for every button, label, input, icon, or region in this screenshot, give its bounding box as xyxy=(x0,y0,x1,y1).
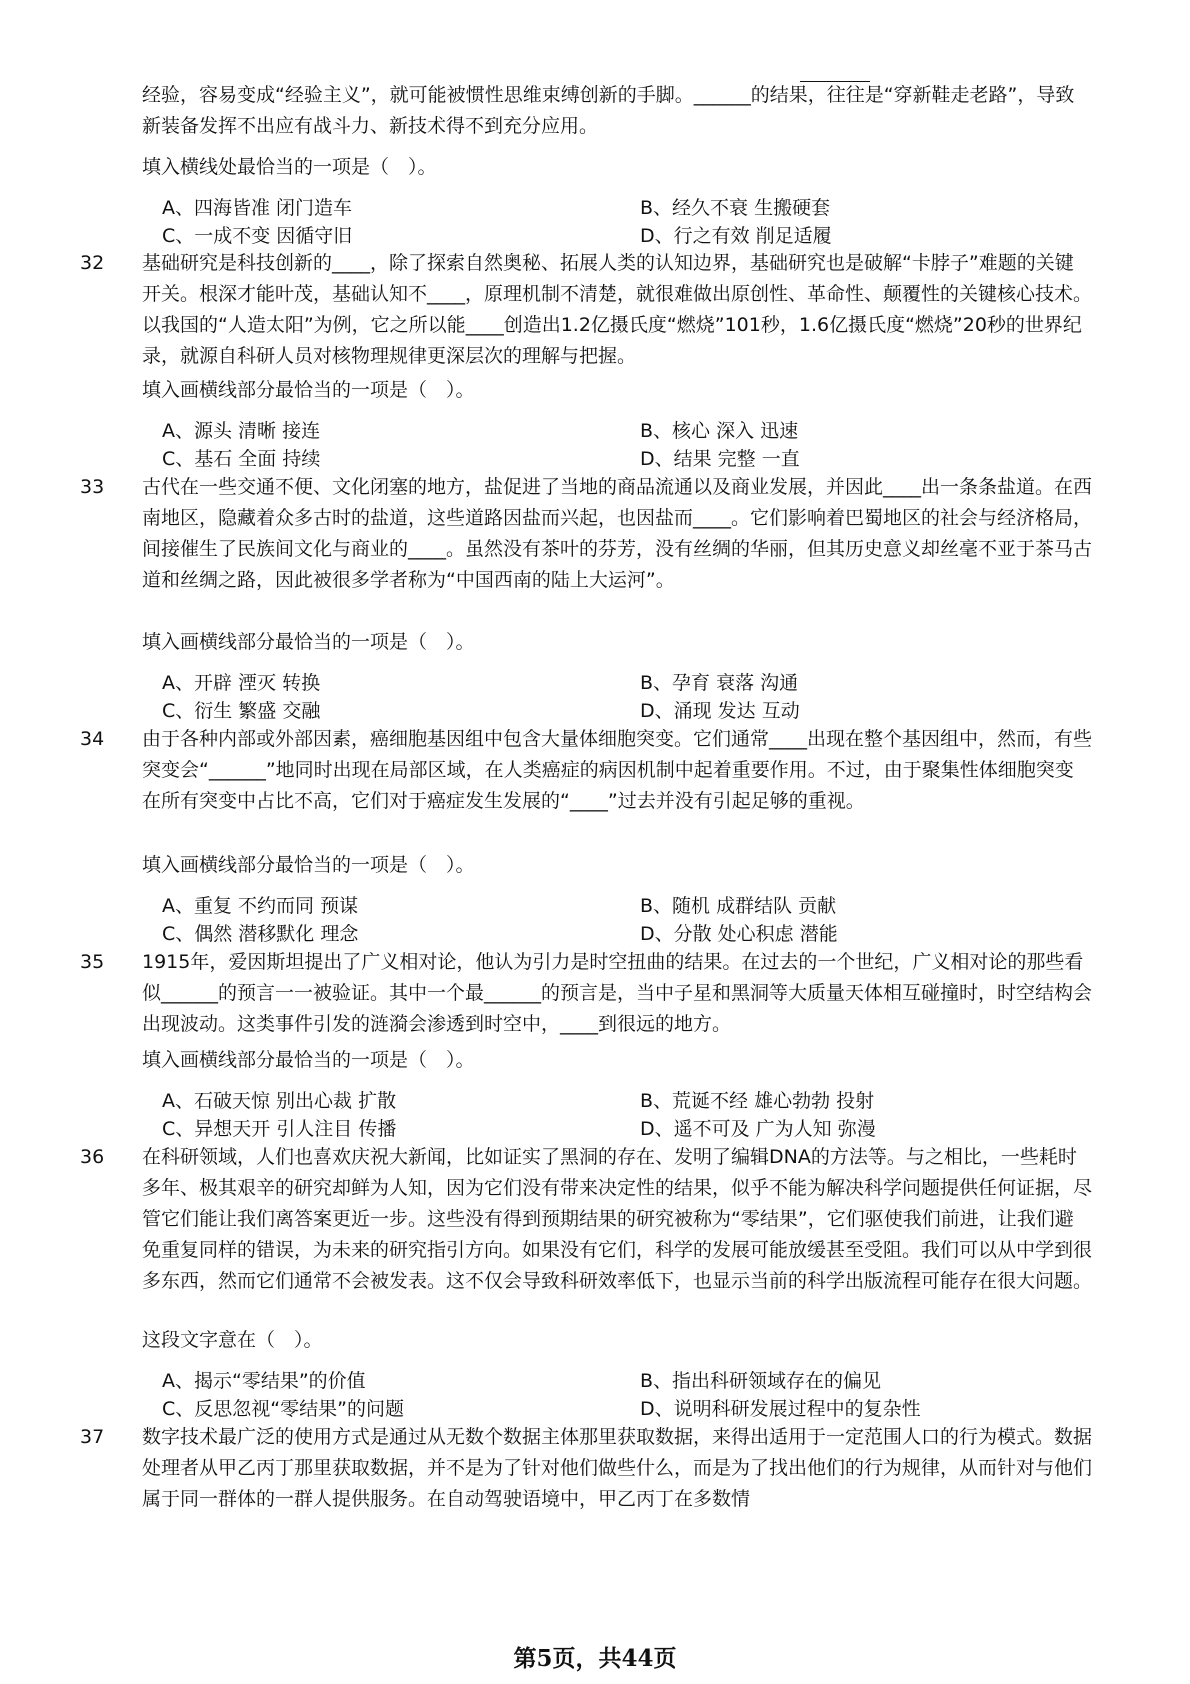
question-36-option-d[interactable]: D、说明科研发展过程中的复杂性 xyxy=(640,1398,921,1420)
question-34-option-d[interactable]: D、分散 处心积虑 潜能 xyxy=(640,923,838,945)
question-32-prompt: 填入画横线部分最恰当的一项是（ ）。 xyxy=(142,379,475,401)
question-35-option-c[interactable]: C、异想天开 引人注目 传播 xyxy=(162,1118,397,1140)
question-34-option-c[interactable]: C、偶然 潜移默化 理念 xyxy=(162,923,359,945)
question-32-option-a[interactable]: A、源头 清晰 接连 xyxy=(162,420,321,442)
question-36-option-a[interactable]: A、揭示“零结果”的价值 xyxy=(162,1370,366,1392)
question-35-text: 1915年，爱因斯坦提出了广义相对论，他认为引力是时空扭曲的结果。在过去的一个世纪，广义相对论的那些看似______的预言一一被验证。其中一个最______的预言是，当中子星和黑洞等大质量天体相互碰撞时，时空结构会出现波动。这类事件引发的涟漪会渗透到时空中，____到很远的地方。 xyxy=(142,951,1093,1035)
question-32-option-c[interactable]: C、基石 全面 持续 xyxy=(162,448,321,470)
question-36-prompt: 这段文字意在（ ）。 xyxy=(142,1329,323,1351)
question-33-option-c[interactable]: C、衍生 繁盛 交融 xyxy=(162,700,321,722)
question-31-prompt: 填入横线处最恰当的一项是（ ）。 xyxy=(142,156,437,178)
question-34-number: 34 xyxy=(80,728,105,750)
question-33-option-a[interactable]: A、开辟 湮灭 转换 xyxy=(162,672,321,694)
question-34-prompt: 填入画横线部分最恰当的一项是（ ）。 xyxy=(142,854,475,876)
question-33-option-d[interactable]: D、涌现 发达 互动 xyxy=(640,700,800,722)
question-36-number: 36 xyxy=(80,1146,105,1168)
question-33-text: 古代在一些交通不便、文化闭塞的地方，盐促进了当地的商品流通以及商业发展，并因此____出一条条盐道。在西南地区，隐藏着众多古时的盐道，这些道路因盐而兴起，也因盐而____。它们影响着巴蜀地区的社会与经济格局，间接催生了民族间文化与商业的____。虽然没有茶叶的芬芳，没有丝绸的华丽，但其历史意义却丝毫不亚于茶马古道和丝绸之路，因此被很多学者称为“中国西南的陆上大运河”。 xyxy=(142,476,1093,591)
question-34-option-b[interactable]: B、随机 成群结队 贡献 xyxy=(640,895,837,917)
question-31-option-d[interactable]: D、行之有效 削足适履 xyxy=(640,225,832,247)
question-35-option-d[interactable]: D、遥不可及 广为人知 弥漫 xyxy=(640,1118,876,1140)
question-33-number: 33 xyxy=(80,476,105,498)
question-33-prompt: 填入画横线部分最恰当的一项是（ ）。 xyxy=(142,631,475,653)
question-34-text: 由于各种内部或外部因素，癌细胞基因组中包含大量体细胞突变。它们通常____出现在整个基因组中，然而，有些突变会“______”地同时出现在局部区域，在人类癌症的病因机制中起着重要作用。不过，由于聚集性体细胞突变在所有突变中占比不高，它们对于癌症发生发展的“____”过去并没有引起足够的重视。 xyxy=(142,728,1093,812)
question-34-option-a[interactable]: A、重复 不约而同 预谋 xyxy=(162,895,359,917)
question-32-number: 32 xyxy=(80,252,105,274)
question-31-option-b[interactable]: B、经久不衰 生搬硬套 xyxy=(640,197,831,219)
question-35-number: 35 xyxy=(80,951,105,973)
question-37-number: 37 xyxy=(80,1426,105,1448)
question-33-option-b[interactable]: B、孕育 衰落 沟通 xyxy=(640,672,799,694)
page-footer: 第5页，共44页 xyxy=(513,1645,677,1672)
question-35-option-a[interactable]: A、石破天惊 别出心裁 扩散 xyxy=(162,1090,397,1112)
question-36-option-b[interactable]: B、指出科研领域存在的偏见 xyxy=(640,1370,882,1392)
question-32-option-b[interactable]: B、核心 深入 迅速 xyxy=(640,420,799,442)
question-35-prompt: 填入画横线部分最恰当的一项是（ ）。 xyxy=(142,1049,475,1071)
question-32-option-d[interactable]: D、结果 完整 一直 xyxy=(640,448,800,470)
question-32-text: 基础研究是科技创新的____，除了探索自然奥秘、拓展人类的认知边界，基础研究也是破解“卡脖子”难题的关键开关。根深才能叶茂，基础认知不____，原理机制不清楚，就很难做出原创性、革命性、颠覆性的关键核心技术。以我国的“人造太阳”为例，它之所以能____创造出1.2亿摄氏度“燃烧”101秒，1.6亿摄氏度“燃烧”20秒的世界纪录，就源自科研人员对核物理规律更深层次的理解与把握。 xyxy=(142,252,1093,367)
question-31-option-a[interactable]: A、四海皆准 闭门造车 xyxy=(162,197,353,219)
question-36-text: 在科研领域，人们也喜欢庆祝大新闻，比如证实了黑洞的存在、发明了编辑DNA的方法等。与之相比，一些耗时多年、极其艰辛的研究却鲜为人知，因为它们没有带来决定性的结果，似乎不能为解决科学问题提供任何证据，尽管它们能让我们离答案更近一步。这些没有得到预期结果的研究被称为“零结果”，它们驱使我们前进，让我们避免重复同样的错误，为未来的研究指引方向。如果没有它们，科学的发展可能放缓甚至受阻。我们可以从中学到很多东西，然而它们通常不会被发表。这不仅会导致科研效率低下，也显示当前的科学出版流程可能存在很大问题。 xyxy=(142,1146,1093,1292)
question-31-option-c[interactable]: C、一成不变 因循守旧 xyxy=(162,225,353,247)
question-37-text: 数字技术最广泛的使用方式是通过从无数个数据主体那里获取数据，来得出适用于一定范围人口的行为模式。数据处理者从甲乙丙丁那里获取数据，并不是为了针对他们做些什么，而是为了找出他们的行为规律，从而针对与他们属于同一群体的一群人提供服务。在自动驾驶语境中，甲乙丙丁在多数情 xyxy=(142,1426,1093,1510)
question-35-option-b[interactable]: B、荒诞不经 雄心勃勃 投射 xyxy=(640,1090,875,1112)
question-31-text: 经验，容易变成“经验主义”，就可能被惯性思维束缚创新的手脚。______的结果，往往是“穿新鞋走老路”，导致新装备发挥不出应有战斗力、新技术得不到充分应用。 xyxy=(142,84,1075,137)
question-36-option-c[interactable]: C、反思忽视“零结果”的问题 xyxy=(162,1398,404,1420)
